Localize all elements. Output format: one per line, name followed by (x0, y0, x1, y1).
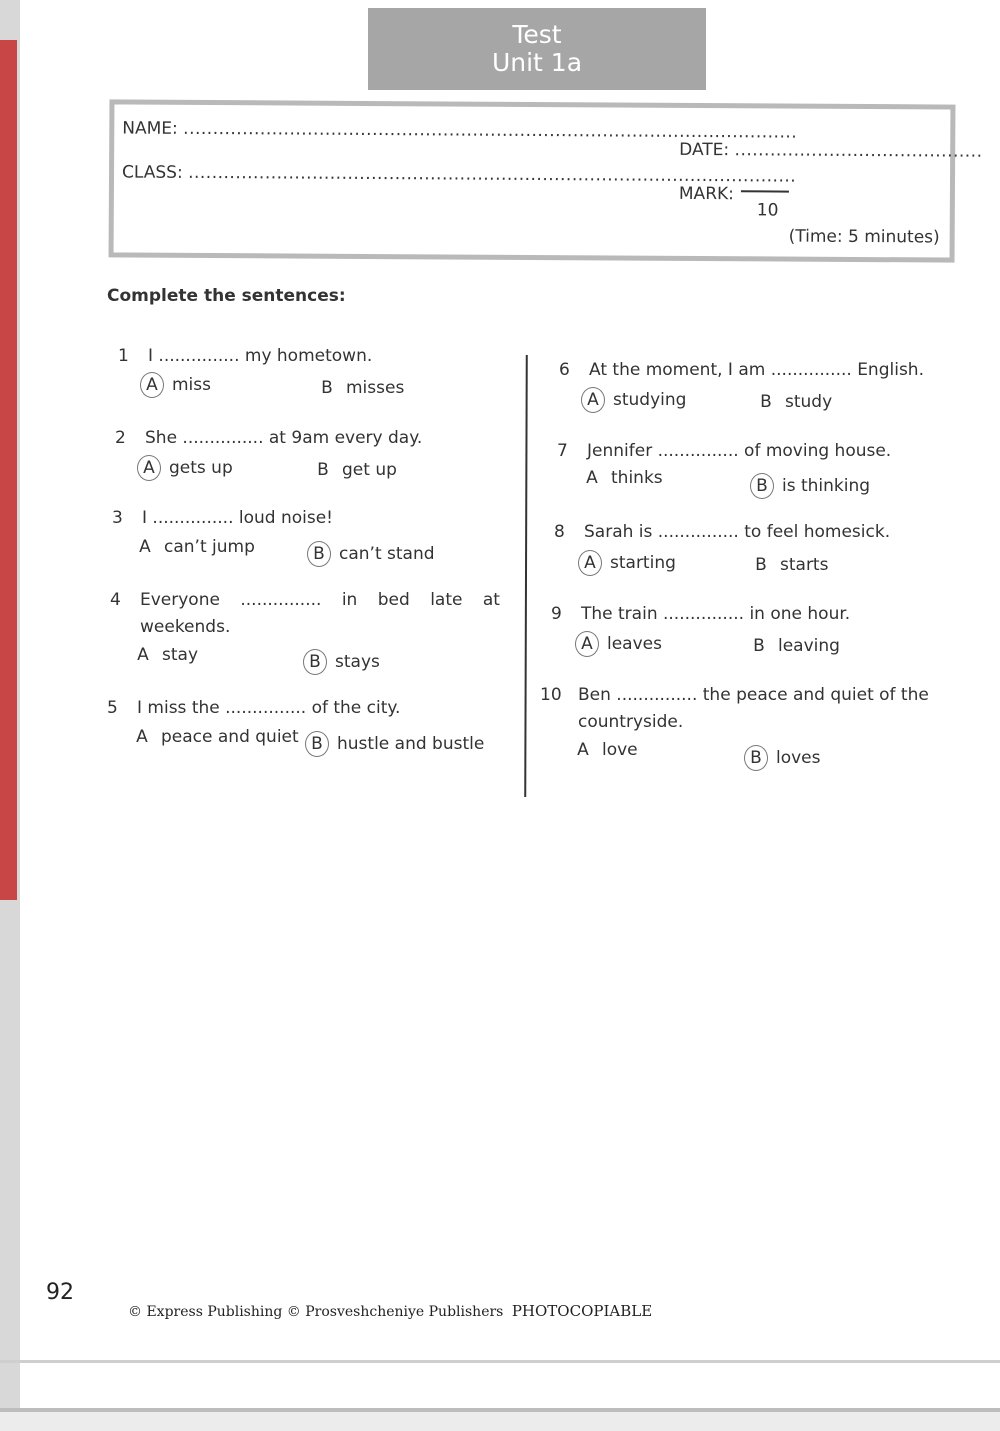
question-text-line2: countryside. (578, 712, 684, 732)
option-b[interactable] (312, 460, 397, 480)
name-label: NAME: (122, 118, 178, 139)
option-letter-circled: A (575, 631, 599, 657)
page-edge-line (0, 1360, 1000, 1363)
option-a[interactable] (578, 550, 676, 576)
option-text: gets up (169, 458, 233, 478)
option-a[interactable] (575, 631, 662, 657)
option-b[interactable] (750, 473, 870, 499)
option-text: leaving (778, 636, 840, 656)
question-number: 2 (115, 428, 126, 448)
question-number: 5 (107, 698, 118, 718)
option-a[interactable] (132, 645, 198, 665)
option-a[interactable] (131, 727, 299, 747)
option-letter-circled: B (305, 731, 329, 757)
question-number: 1 (118, 346, 129, 366)
option-text: stay (162, 645, 199, 665)
question-word: Everyone (140, 590, 220, 610)
copyright-footer (128, 1302, 652, 1320)
question-number: 6 (559, 360, 570, 380)
option-letter-circled: B (744, 745, 768, 771)
option-letter: B (753, 636, 765, 656)
option-text: studying (613, 390, 687, 410)
option-letter-circled: B (307, 541, 331, 567)
option-text: leaves (607, 634, 662, 654)
option-a[interactable] (137, 455, 233, 481)
question-text: I ............... loud noise! (142, 508, 334, 528)
question-number: 3 (112, 508, 123, 528)
option-a[interactable] (140, 372, 211, 398)
option-text: thinks (611, 468, 663, 488)
option-b[interactable] (307, 541, 435, 567)
option-letter: B (760, 392, 772, 412)
question-number: 10 (540, 685, 562, 705)
option-letter: B (317, 460, 329, 480)
question-word: late (430, 590, 463, 610)
option-letter-circled: A (578, 550, 602, 576)
question-number: 9 (551, 604, 562, 624)
option-letter: B (755, 555, 767, 575)
name-field[interactable]: ........................................................................................................ (183, 118, 798, 143)
question-text: At the moment, I am ............... English. (589, 360, 924, 380)
copyright-text: © Express Publishing © Prosveshcheniye Publishers (128, 1304, 504, 1320)
option-letter: A (586, 468, 598, 488)
option-letter: A (577, 740, 589, 760)
option-letter: A (137, 645, 149, 665)
question-text: She ............... at 9am every day. (145, 428, 423, 448)
option-letter: B (321, 378, 333, 398)
option-letter: A (139, 537, 151, 557)
option-b[interactable] (305, 731, 484, 757)
question-text: I miss the ............... of the city. (137, 698, 401, 718)
question-word: in (341, 590, 358, 610)
question-number: 4 (110, 590, 121, 610)
title-line-test: Test (512, 20, 562, 49)
option-text: loves (776, 748, 821, 768)
question-number: 8 (554, 522, 565, 542)
option-text: starting (610, 553, 676, 573)
question-text-line2: weekends. (140, 617, 231, 637)
test-title-box (368, 8, 706, 90)
option-text: get up (342, 460, 397, 480)
question-text: Ben ............... the peace and quiet of the (578, 685, 929, 705)
option-letter-circled: A (581, 387, 605, 413)
question-text: Sarah is ............... to feel homesick. (584, 522, 891, 542)
photocopiable-label: PHOTOCOPIABLE (511, 1302, 653, 1320)
page-spine-color-edge (0, 40, 17, 900)
option-text: hustle and bustle (337, 734, 485, 754)
question-number: 7 (557, 441, 568, 461)
time-limit: (Time: 5 minutes) (788, 226, 940, 248)
option-letter-circled: A (140, 372, 164, 398)
question-text: I ............... my hometown. (148, 346, 373, 366)
option-text: is thinking (782, 476, 871, 496)
column-divider (524, 355, 528, 797)
question-word: at (482, 590, 500, 610)
option-text: can’t jump (164, 537, 255, 557)
option-b[interactable] (303, 649, 380, 675)
name-row (122, 118, 797, 142)
option-a[interactable] (134, 537, 255, 557)
date-row (679, 140, 982, 162)
page-number: 92 (46, 1280, 74, 1305)
scan-margin (0, 1412, 1000, 1431)
mark-label: MARK: (678, 183, 734, 205)
class-label: CLASS: (121, 162, 183, 183)
date-label: DATE: (679, 139, 730, 161)
option-text: stays (335, 652, 380, 672)
option-letter: A (136, 727, 148, 747)
instruction: Complete the sentences: (107, 286, 346, 306)
option-text: miss (172, 375, 211, 395)
class-field[interactable]: ....................................................................................................... (188, 162, 797, 187)
student-info-box (109, 99, 983, 262)
mark-total: 10 (756, 200, 779, 221)
option-a[interactable] (581, 387, 686, 413)
option-b[interactable] (755, 392, 832, 412)
option-a[interactable] (581, 468, 663, 488)
class-row (122, 162, 796, 186)
option-text: study (785, 392, 833, 412)
option-text: misses (346, 378, 405, 398)
mark-fraction-line (741, 190, 789, 192)
option-b[interactable] (744, 745, 821, 771)
option-letter-circled: B (750, 473, 774, 499)
option-text: can’t stand (339, 544, 435, 564)
date-field[interactable]: .......................................... (734, 140, 983, 162)
question-text: The train ............... in one hour. (581, 604, 851, 624)
option-letter-circled: A (137, 455, 161, 481)
option-text: love (602, 740, 638, 760)
option-b[interactable] (748, 636, 840, 656)
option-text: starts (780, 555, 829, 575)
question-text (140, 590, 500, 610)
option-b[interactable] (316, 378, 404, 398)
question-text: Jennifer ............... of moving house. (587, 441, 892, 461)
title-line-unit: Unit 1a (491, 48, 583, 77)
option-b[interactable] (750, 555, 828, 575)
answer-blank: ............... (240, 590, 322, 610)
option-text: peace and quiet (161, 727, 299, 747)
option-a[interactable] (572, 740, 638, 760)
question-word: bed (377, 590, 410, 610)
option-letter-circled: B (303, 649, 327, 675)
